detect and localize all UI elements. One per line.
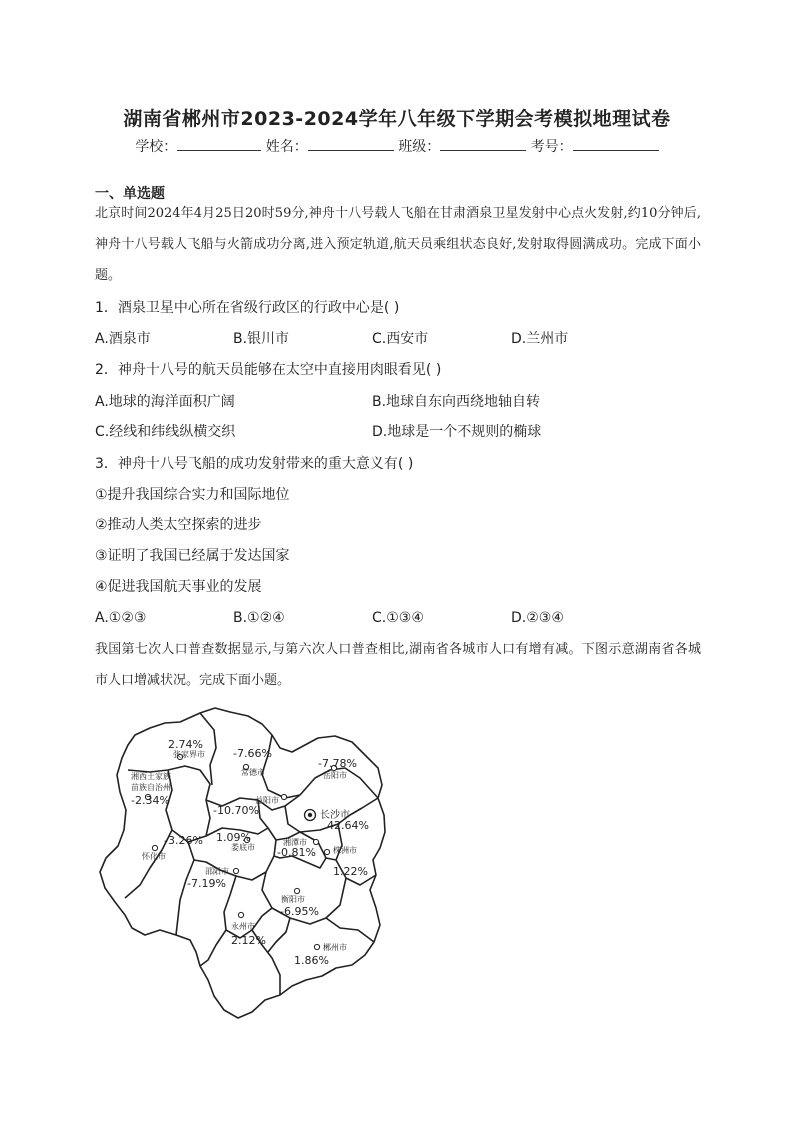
hunan-population-map [95,700,395,1025]
q3-statement-3: ③证明了我国已经属于发达国家 [95,548,290,564]
q1-option-c[interactable]: C.西安市 [372,331,429,347]
q2-option-a[interactable]: A.地球的海洋面积广阔 [95,394,235,410]
label-zhuzhou-value: 1.22% [333,865,368,878]
label-xiangtan-name: 湘潭市 [283,838,307,847]
label-yongzhou-name: 永州市 [231,922,255,931]
label-shaoyang-name: 邵阳市 [205,867,229,876]
name-label: 姓名： [265,139,308,155]
q2-option-b[interactable]: B.地球自东向西绕地轴自转 [372,394,541,410]
q3-option-b[interactable]: B.①②④ [233,610,285,626]
label-yiyang-name: 益阳市 [255,796,279,805]
marker-zhuzhou [324,849,329,854]
label-zhangjiajie-name: 张家界市 [173,750,205,759]
class-label: 班级： [398,139,441,155]
label-yueyang-value: -7.78% [318,757,357,770]
passage-population: 我国第七次人口普查数据显示,与第六次人口普查相比,湖南省各城市人口有增有减。下图示意湖南省各城市人口增减状况。完成下面小题。 [95,642,701,688]
marker-chenzhou [314,944,319,949]
label-xiangtan-value: -0.81% [277,846,316,859]
label-changde-value: -7.66% [233,747,272,760]
label-xiangxi-name-1: 湘西土家族 [131,772,171,781]
label-chenzhou-name: 郴州市 [323,943,347,952]
label-chenzhou-value: 1.86% [294,954,329,967]
question-3-stem: 3．神舟十八号飞船的成功发射带来的重大意义有( ) [95,456,414,472]
label-huaihua-value: -3.26% [164,834,203,847]
name-field[interactable] [308,138,394,151]
q3-option-c[interactable]: C.①③④ [372,610,424,626]
q3-option-a[interactable]: A.①②③ [95,610,147,626]
q3-statement-1: ①提升我国综合实力和国际地位 [95,487,290,503]
label-loudi-name: 娄底市 [231,843,255,852]
q3-statement-2: ②推动人类太空探索的进步 [95,517,262,533]
marker-yongzhou [238,912,243,917]
marker-yiyang [281,794,286,799]
number-field[interactable] [573,138,659,151]
marker-xiangtan [313,839,318,844]
question-2-stem: 2．神舟十八号的航天员能够在太空中直接用肉眼看见( ) [95,362,442,378]
capital-marker-changsha [305,810,316,821]
label-changde-name: 常德市 [241,768,265,777]
label-zhuzhou-name: 株洲市 [333,846,357,855]
class-field[interactable] [440,138,526,151]
q1-option-d[interactable]: D.兰州市 [511,331,569,347]
q2-option-c[interactable]: C.经线和纬线纵横交织 [95,424,236,440]
label-zhangjiajie-value: 2.74% [168,738,203,751]
marker-huaihua [152,845,157,850]
question-1-stem: 1．酒泉卫星中心所在省级行政区的行政中心是( ) [95,300,400,316]
number-label: 考号： [530,139,573,155]
q3-option-d[interactable]: D.②③④ [511,610,564,626]
label-loudi-value: 1.09% [216,831,251,844]
label-yongzhou-value: 2.12% [231,934,266,947]
q1-option-a[interactable]: A.酒泉市 [95,331,151,347]
label-xiangxi-value: -2.34% [131,794,170,807]
page-title: 湖南省郴州市2023-2024学年八年级下学期会考模拟地理试卷 [123,108,671,130]
school-field[interactable] [177,138,261,151]
q1-option-b[interactable]: B.银川市 [233,331,290,347]
label-hengyang-value: -6.95% [280,905,319,918]
label-huaihua-name: 怀化市 [142,852,166,861]
label-hengyang-name: 衡阳市 [281,895,305,904]
marker-shaoyang [233,868,238,873]
q3-statement-4: ④促进我国航天事业的发展 [95,579,262,595]
label-changsha-value: 42.64% [327,819,369,832]
label-yiyang-value: -10.70% [213,804,259,817]
passage-shenzhou: 北京时间2024年4月25日20时59分,神舟十八号载人飞船在甘肃酒泉卫星发射中心点火发射,约10分钟后,神舟十八号载人飞船与火箭成功分离,进入预定轨道,航天员乘组状态良好,发射取得圆满成功。完成下面小题。 [95,206,701,283]
marker-hengyang [294,888,299,893]
section-title: 一、单选题 [95,186,165,202]
label-xiangxi-name-2: 苗族自治州 [131,783,171,792]
q2-option-d[interactable]: D.地球是一个不规则的椭球 [372,424,542,440]
label-shaoyang-value: -7.19% [187,877,226,890]
school-label: 学校： [135,139,178,155]
label-yueyang-name: 岳阳市 [323,771,347,780]
label-changsha-name: 长沙市 [320,810,350,821]
student-info-row [0,136,794,156]
